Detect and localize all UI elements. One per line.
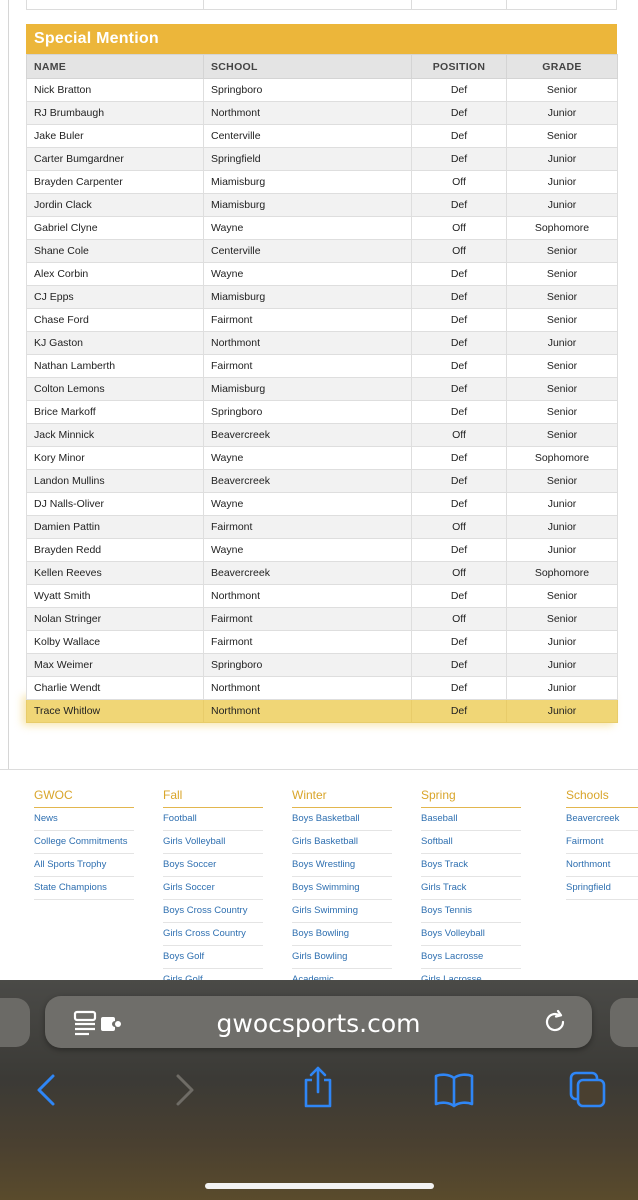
footer-column-gwoc (34, 788, 134, 900)
prev-row-divider (411, 0, 412, 9)
cell-name: Jordin Clack (27, 194, 204, 217)
footer-link[interactable]: Boys Volleyball (421, 923, 521, 946)
footer-link[interactable]: Girls Basketball (292, 831, 392, 854)
table-row (27, 286, 618, 309)
table-row (27, 470, 618, 493)
cell-grade: Junior (507, 148, 618, 171)
cell-school: Fairmont (204, 608, 412, 631)
share-icon[interactable] (300, 1064, 336, 1115)
cell-grade: Junior (507, 631, 618, 654)
footer-divider (0, 769, 638, 770)
cell-name: KJ Gaston (27, 332, 204, 355)
column-header-name: NAME (27, 55, 204, 79)
cell-grade: Senior (507, 585, 618, 608)
footer-link-list (34, 808, 134, 900)
footer-link[interactable]: College Commitments (34, 831, 134, 854)
cell-grade: Junior (507, 654, 618, 677)
cell-position: Def (412, 539, 507, 562)
cell-grade: Senior (507, 79, 618, 102)
cell-position: Def (412, 286, 507, 309)
cell-school: Centerville (204, 240, 412, 263)
cell-school: Northmont (204, 585, 412, 608)
cell-school: Springboro (204, 654, 412, 677)
cell-name: Jack Minnick (27, 424, 204, 447)
footer-column-spring (421, 788, 521, 992)
footer-link[interactable]: Boys Basketball (292, 808, 392, 831)
cell-grade: Junior (507, 677, 618, 700)
cell-grade: Junior (507, 194, 618, 217)
footer-link-list (292, 808, 392, 992)
url-text: gwocsports.com (216, 1009, 421, 1038)
footer-heading: GWOC (34, 788, 134, 808)
cell-school: Miamisburg (204, 286, 412, 309)
cell-position: Def (412, 700, 507, 723)
table-row (27, 539, 618, 562)
table-row (27, 424, 618, 447)
cell-position: Off (412, 240, 507, 263)
cell-school: Wayne (204, 539, 412, 562)
cell-position: Def (412, 470, 507, 493)
cell-grade: Senior (507, 263, 618, 286)
table-row (27, 654, 618, 677)
cell-name: Jake Buler (27, 125, 204, 148)
cell-name: Chase Ford (27, 309, 204, 332)
cell-grade: Sophomore (507, 447, 618, 470)
cell-grade: Junior (507, 700, 618, 723)
cell-position: Def (412, 125, 507, 148)
cell-position: Off (412, 562, 507, 585)
footer-link[interactable]: Boys Golf (163, 946, 263, 969)
cell-grade: Sophomore (507, 217, 618, 240)
page-edge (8, 0, 9, 770)
prev-row-divider (203, 0, 204, 9)
cell-position: Def (412, 102, 507, 125)
footer-link[interactable]: Boys Soccer (163, 854, 263, 877)
table-title: Special Mention (26, 24, 617, 54)
column-header-school: SCHOOL (204, 55, 412, 79)
footer-heading: Fall (163, 788, 263, 808)
cell-name: Brayden Redd (27, 539, 204, 562)
cell-grade: Senior (507, 608, 618, 631)
prev-row-divider (506, 0, 507, 9)
cell-grade: Junior (507, 493, 618, 516)
cell-name: Carter Bumgardner (27, 148, 204, 171)
cell-school: Northmont (204, 332, 412, 355)
column-header-grade: GRADE (507, 55, 618, 79)
cell-position: Def (412, 148, 507, 171)
table-row (27, 631, 618, 654)
cell-school: Springboro (204, 401, 412, 424)
footer-column-schools (566, 788, 638, 900)
cell-school: Springfield (204, 148, 412, 171)
cell-name: Alex Corbin (27, 263, 204, 286)
cell-name: Kory Minor (27, 447, 204, 470)
cell-name: Damien Pattin (27, 516, 204, 539)
cell-school: Beavercreek (204, 470, 412, 493)
cell-position: Off (412, 171, 507, 194)
next-tab-address-bar[interactable] (610, 998, 638, 1047)
cell-grade: Senior (507, 125, 618, 148)
cell-school: Wayne (204, 217, 412, 240)
footer-link[interactable]: Baseball (421, 808, 521, 831)
cell-grade: Senior (507, 309, 618, 332)
table-row (27, 240, 618, 263)
cell-position: Def (412, 401, 507, 424)
cell-position: Def (412, 677, 507, 700)
footer-link[interactable]: Northmont (566, 854, 638, 877)
footer-heading: Spring (421, 788, 521, 808)
footer-link-list (566, 808, 638, 900)
cell-position: Def (412, 355, 507, 378)
cell-position: Def (412, 447, 507, 470)
cell-name: Kolby Wallace (27, 631, 204, 654)
cell-name: RJ Brumbaugh (27, 102, 204, 125)
table-row (27, 378, 618, 401)
footer-link[interactable]: Girls Cross Country (163, 923, 263, 946)
footer-link[interactable]: Softball (421, 831, 521, 854)
forward-icon[interactable] (170, 1070, 198, 1115)
cell-school: Fairmont (204, 355, 412, 378)
cell-position: Def (412, 378, 507, 401)
table-header-row (27, 55, 618, 79)
cell-position: Def (412, 309, 507, 332)
back-icon[interactable] (33, 1070, 61, 1115)
footer-column-winter (292, 788, 392, 992)
footer-link[interactable]: Boys Cross Country (163, 900, 263, 923)
cell-name: Nick Bratton (27, 79, 204, 102)
cell-school: Fairmont (204, 516, 412, 539)
footer-link[interactable]: Springfield (566, 877, 638, 900)
cell-position: Def (412, 332, 507, 355)
footer-link[interactable]: Fairmont (566, 831, 638, 854)
footer-link[interactable]: Boys Tennis (421, 900, 521, 923)
table-row (27, 332, 618, 355)
cell-name: Brayden Carpenter (27, 171, 204, 194)
cell-position: Def (412, 654, 507, 677)
table-row (27, 608, 618, 631)
cell-position: Def (412, 631, 507, 654)
cell-name: Gabriel Clyne (27, 217, 204, 240)
table-row (27, 309, 618, 332)
cell-name: Shane Cole (27, 240, 204, 263)
table-row (27, 79, 618, 102)
table-row (27, 263, 618, 286)
footer-link[interactable]: Beavercreek (566, 808, 638, 831)
footer-link[interactable]: Boys Wrestling (292, 854, 392, 877)
footer-link[interactable]: State Champions (34, 877, 134, 900)
footer-link[interactable]: Girls Bowling (292, 946, 392, 969)
footer-link[interactable]: Football (163, 808, 263, 831)
cell-grade: Senior (507, 355, 618, 378)
cell-position: Def (412, 263, 507, 286)
home-indicator (205, 1183, 434, 1189)
table-row (27, 355, 618, 378)
cell-name: Charlie Wendt (27, 677, 204, 700)
cell-school: Beavercreek (204, 562, 412, 585)
footer-link[interactable]: Boys Bowling (292, 923, 392, 946)
special-mention-table (26, 24, 617, 723)
table-row (27, 447, 618, 470)
footer-column-fall (163, 788, 263, 992)
cell-school: Wayne (204, 493, 412, 516)
cell-school: Beavercreek (204, 424, 412, 447)
cell-grade: Junior (507, 171, 618, 194)
cell-grade: Junior (507, 332, 618, 355)
table-row (27, 401, 618, 424)
cell-position: Off (412, 217, 507, 240)
table-row (27, 148, 618, 171)
address-bar[interactable] (45, 996, 592, 1048)
cell-name: Nolan Stringer (27, 608, 204, 631)
previous-tab-address-bar[interactable] (0, 998, 30, 1047)
footer-link[interactable]: Girls Swimming (292, 900, 392, 923)
cell-name: Colton Lemons (27, 378, 204, 401)
previous-table-row (26, 0, 617, 10)
cell-position: Def (412, 79, 507, 102)
footer-link[interactable]: Girls Track (421, 877, 521, 900)
cell-name: Brice Markoff (27, 401, 204, 424)
footer-link-list (421, 808, 521, 992)
cell-grade: Junior (507, 516, 618, 539)
cell-grade: Sophomore (507, 562, 618, 585)
cell-school: Miamisburg (204, 194, 412, 217)
footer-heading: Schools (566, 788, 638, 808)
table-row (27, 700, 618, 723)
cell-grade: Senior (507, 286, 618, 309)
cell-school: Miamisburg (204, 171, 412, 194)
table-row (27, 585, 618, 608)
cell-name: DJ Nalls-Oliver (27, 493, 204, 516)
tabs-icon[interactable] (568, 1070, 608, 1115)
cell-school: Springboro (204, 79, 412, 102)
cell-position: Off (412, 424, 507, 447)
cell-school: Northmont (204, 677, 412, 700)
cell-position: Off (412, 608, 507, 631)
column-header-position: POSITION (412, 55, 507, 79)
footer-link[interactable]: Boys Swimming (292, 877, 392, 900)
cell-grade: Senior (507, 240, 618, 263)
cell-name: Kellen Reeves (27, 562, 204, 585)
footer-link[interactable]: Boys Track (421, 854, 521, 877)
roster-table (26, 54, 618, 723)
cell-school: Northmont (204, 700, 412, 723)
footer-link[interactable]: Girls Volleyball (163, 831, 263, 854)
cell-name: Trace Whitlow (27, 700, 204, 723)
table-row (27, 102, 618, 125)
bookmarks-icon[interactable] (433, 1070, 475, 1115)
table-row (27, 677, 618, 700)
table-row (27, 171, 618, 194)
footer-link-list (163, 808, 263, 992)
cell-school: Centerville (204, 125, 412, 148)
table-row (27, 125, 618, 148)
table-row (27, 516, 618, 539)
cell-school: Miamisburg (204, 378, 412, 401)
cell-grade: Junior (507, 102, 618, 125)
cell-school: Fairmont (204, 309, 412, 332)
footer-link[interactable]: All Sports Trophy (34, 854, 134, 877)
cell-position: Def (412, 493, 507, 516)
footer-link[interactable]: Boys Lacrosse (421, 946, 521, 969)
cell-school: Wayne (204, 447, 412, 470)
footer-link[interactable]: Girls Soccer (163, 877, 263, 900)
footer-link[interactable]: News (34, 808, 134, 831)
cell-school: Wayne (204, 263, 412, 286)
table-row (27, 194, 618, 217)
cell-position: Def (412, 585, 507, 608)
cell-name: Landon Mullins (27, 470, 204, 493)
table-row (27, 562, 618, 585)
cell-name: CJ Epps (27, 286, 204, 309)
browser-toolbar (0, 980, 638, 1200)
cell-grade: Junior (507, 539, 618, 562)
cell-grade: Senior (507, 470, 618, 493)
cell-position: Off (412, 516, 507, 539)
cell-name: Max Weimer (27, 654, 204, 677)
cell-grade: Senior (507, 401, 618, 424)
reload-icon[interactable] (541, 1008, 569, 1041)
cell-grade: Senior (507, 378, 618, 401)
cell-name: Nathan Lamberth (27, 355, 204, 378)
footer-heading: Winter (292, 788, 392, 808)
table-row (27, 493, 618, 516)
cell-position: Def (412, 194, 507, 217)
cell-name: Wyatt Smith (27, 585, 204, 608)
cell-school: Northmont (204, 102, 412, 125)
table-row (27, 217, 618, 240)
cell-school: Fairmont (204, 631, 412, 654)
cell-grade: Senior (507, 424, 618, 447)
